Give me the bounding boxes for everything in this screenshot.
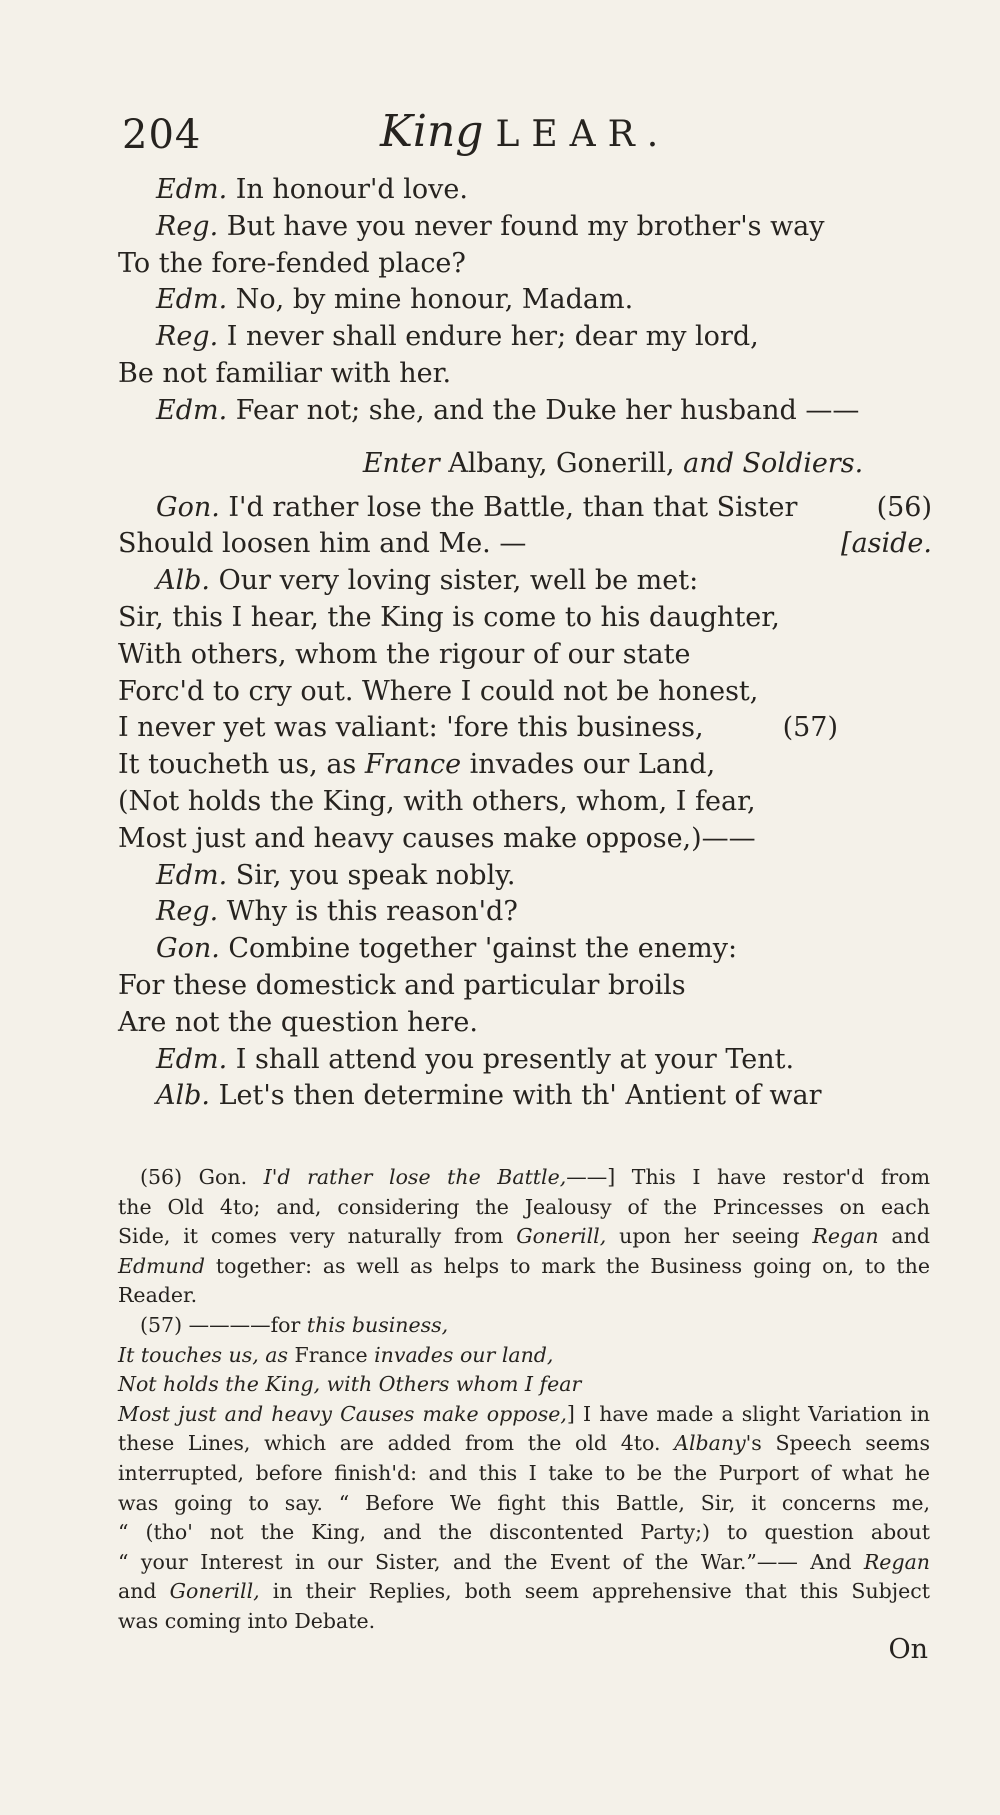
margin-note: (56): [876, 491, 932, 523]
verse-line: It toucheth us, as France invades our Land,: [118, 749, 716, 781]
footnote-line: these Lines, which are added from the old 4to. Albany's Speech seems: [118, 1431, 930, 1456]
footnote-line: Not holds the King, with Others whom I fear: [118, 1372, 582, 1397]
speaker-name: Edm.: [156, 394, 228, 426]
footnote-line: “ your Interest in our Sister, and the Event of the War.”—— And Regan: [118, 1549, 930, 1574]
verse-line: Edm. In honour'd love.: [156, 174, 468, 205]
footnote-line: Most just and heavy Causes make oppose,] I have made a slight Variation in: [118, 1401, 930, 1426]
verse-line: I never yet was valiant: 'fore this business, (57): [118, 710, 938, 747]
speaker-name: Reg.: [156, 896, 219, 928]
verse-line: For these domestick and particular broils: [118, 969, 686, 1001]
verse-line: Reg. I never shall endure her; dear my lord,: [156, 321, 759, 353]
speaker-name: Edm.: [156, 1043, 228, 1075]
verse-line: Alb. Our very loving sister, well be met:: [156, 565, 699, 597]
footnotes: [118, 1163, 930, 1637]
stage-direction: Enter Albany, Gonerill, and Soldiers.: [362, 447, 864, 479]
verse-line: To the fore-fended place?: [118, 247, 466, 279]
footnote-line: “ (tho' not the King, and the discontented Party;) to question about: [118, 1520, 930, 1545]
verse-line: Edm. Sir, you speak nobly.: [156, 859, 516, 891]
footnote-line: Reader.: [118, 1283, 198, 1308]
footnote-line: interrupted, before finish'd: and this I take to be the Purport of what he: [118, 1460, 930, 1485]
speaker-name: Edm.: [156, 174, 228, 205]
verse-line: Gon. Combine together 'gainst the enemy:: [156, 933, 738, 965]
speaker-name: Edm.: [156, 859, 228, 891]
footnote-line: and Gonerill, in their Replies, both seem apprehensive that this Subject: [118, 1579, 930, 1604]
running-header: [122, 106, 942, 172]
title-king: King: [380, 106, 484, 157]
title-lear: LEAR.: [495, 114, 671, 155]
footnote-line: was going to say. “ Before We fight this Battle, Sir, it concerns me,: [118, 1490, 930, 1515]
verse-line: Are not the question here.: [118, 1006, 478, 1038]
page-number: 204: [122, 112, 202, 158]
verse-line: (Not holds the King, with others, whom, I fear,: [118, 785, 756, 817]
verse-line: Edm. No, by mine honour, Madam.: [156, 284, 634, 316]
verse-line: Reg. Why is this reason'd?: [156, 896, 518, 928]
footnote-line: (56) Gon. I'd rather lose the Battle,——] This I have restor'd from: [140, 1165, 931, 1189]
speaker-name: Alb.: [156, 1080, 210, 1112]
speaker-name: Reg.: [156, 321, 219, 353]
verse-line: Most just and heavy causes make oppose,)——: [118, 822, 756, 854]
verse-line: Alb. Let's then determine with th' Antient of war: [156, 1080, 822, 1112]
margin-note: (57): [782, 712, 838, 744]
speaker-name: Gon.: [156, 491, 220, 523]
footnote-line: Side, it comes very naturally from Gonerill, upon her seeing Regan and: [118, 1224, 930, 1249]
verse-line: Reg. But have you never found my brother's way: [156, 210, 825, 242]
speaker-name: Edm.: [156, 284, 228, 316]
verse-line: Be not familiar with her.: [118, 357, 452, 389]
footnote-line: Edmund together: as well as helps to mark the Business going on, to the: [118, 1253, 930, 1278]
verse-line: Forc'd to cry out. Where I could not be honest,: [118, 675, 759, 707]
footnote-line: the Old 4to; and, considering the Jealousy of the Princesses on each: [118, 1194, 930, 1219]
running-title: [380, 106, 670, 157]
play-text: [118, 172, 938, 1115]
verse-line: Sir, this I hear, the King is come to his daughter,: [118, 601, 780, 633]
footnote-line: was coming into Debate.: [118, 1608, 376, 1633]
margin-note: [aside.: [841, 528, 932, 560]
catchword: On: [888, 1634, 928, 1665]
verse-line: Edm. Fear not; she, and the Duke her husband ——: [156, 394, 860, 426]
speaker-name: Reg.: [156, 210, 219, 242]
speaker-name: Gon.: [156, 933, 220, 965]
footnote-line: (57) ————for this business,: [140, 1312, 449, 1337]
verse-line: With others, whom the rigour of our state: [118, 638, 691, 670]
footnote-line: It touches us, as France invades our land,: [118, 1342, 554, 1367]
speaker-name: Alb.: [156, 565, 210, 597]
verse-line: Should loosen him and Me. — [aside.: [118, 526, 938, 563]
verse-line: Gon. I'd rather lose the Battle, than that Sister (56): [118, 490, 938, 527]
verse-line: Edm. I shall attend you presently at your Tent.: [156, 1043, 795, 1075]
